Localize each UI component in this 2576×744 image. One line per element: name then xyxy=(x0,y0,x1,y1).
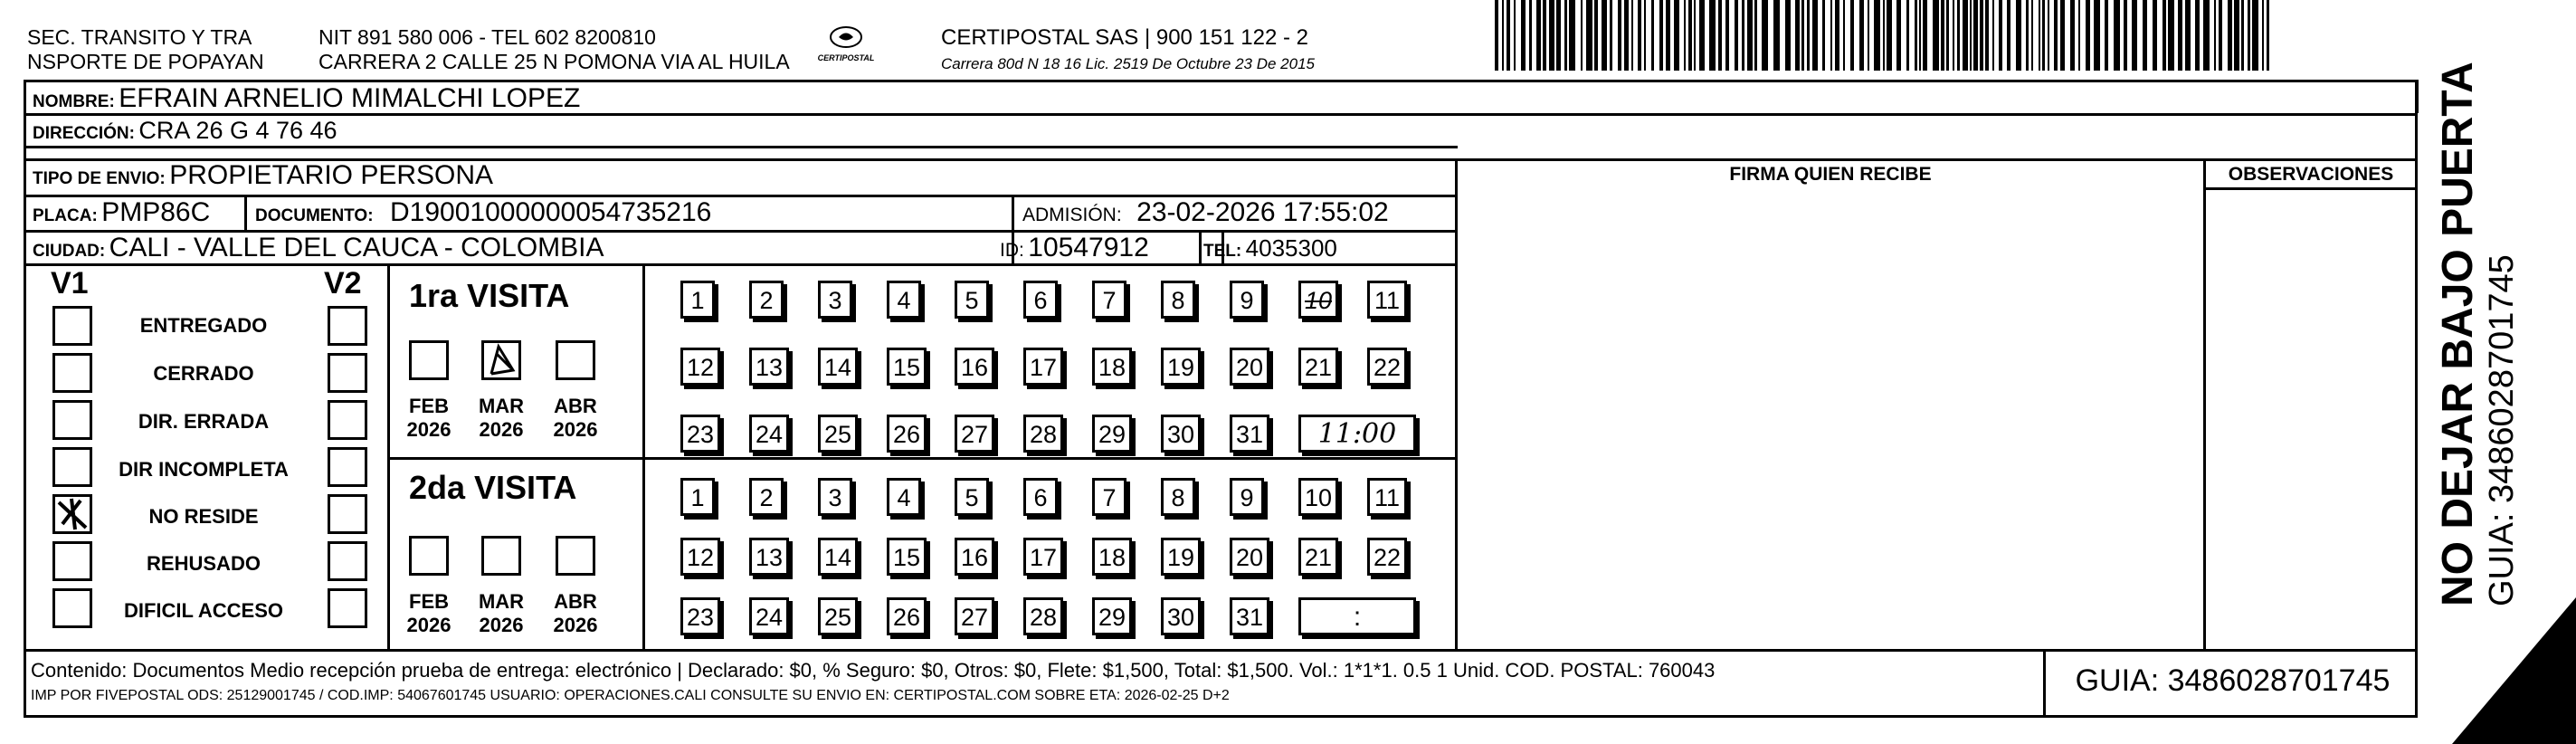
visit2-title: 2da VISITA xyxy=(409,469,577,506)
day-box[interactable]: 15 xyxy=(887,348,927,386)
month-label: MAR 2026 xyxy=(478,590,525,636)
barcode-bar xyxy=(1946,0,1949,71)
day-box[interactable]: 12 xyxy=(680,348,720,386)
admision-value: 23-02-2026 17:55:02 xyxy=(1136,197,1389,227)
admision-label: ADMISIÓN: xyxy=(1022,205,1122,225)
id-cell xyxy=(1000,233,1149,263)
day-box[interactable]: 24 xyxy=(749,597,789,635)
day-box[interactable]: 29 xyxy=(1092,597,1132,635)
day-box[interactable]: 31 xyxy=(1230,415,1269,453)
barcode-bar xyxy=(1674,0,1679,71)
ciudad-value: CALI - VALLE DEL CAUCA - COLOMBIA xyxy=(109,233,604,262)
ciudad-label: CIUDAD: xyxy=(33,242,106,261)
barcode-bar xyxy=(1933,0,1939,71)
day-box[interactable]: 5 xyxy=(955,478,989,516)
barcode-bar xyxy=(2143,0,2147,71)
barcode-bar xyxy=(2219,0,2222,71)
reason-label: DIFICIL ACCESO xyxy=(123,599,283,622)
day-box[interactable]: 18 xyxy=(1092,348,1132,386)
month-label: ABR 2026 xyxy=(553,395,598,441)
day-box[interactable]: 3 xyxy=(818,281,852,319)
barcode-bar xyxy=(1992,0,1994,71)
sender-org-line-2: NSPORTE DE POPAYAN xyxy=(27,50,264,73)
barcode-bar xyxy=(1507,0,1510,71)
side-guia: GUIA: 3486028701745 xyxy=(2483,254,2521,606)
sender-nit: NIT 891 580 006 - TEL 602 8200810 xyxy=(318,25,656,49)
barcode-bar xyxy=(1725,0,1729,71)
day-box[interactable]: 23 xyxy=(680,415,720,453)
barcode-bar xyxy=(1868,0,1869,71)
barcode-bar xyxy=(2094,0,2100,71)
barcode-bar xyxy=(1887,0,1892,71)
reason-label: DIR. ERRADA xyxy=(138,410,270,433)
barcode-bar xyxy=(2124,0,2127,71)
side-rotated-text xyxy=(2434,62,2543,606)
barcode-bar xyxy=(1569,0,1575,71)
barcode-bar xyxy=(2007,0,2010,71)
barcode-bar xyxy=(2168,0,2174,71)
ciudad-cell xyxy=(33,233,604,263)
barcode-bar xyxy=(1970,0,1972,71)
barcode-bar xyxy=(1549,0,1554,71)
tel-label: TEL: xyxy=(1203,242,1242,261)
company-name: CERTIPOSTAL SAS | 900 151 122 - 2 xyxy=(941,25,1308,50)
day-box[interactable]: 28 xyxy=(1023,597,1063,635)
barcode-bar xyxy=(1923,0,1927,71)
month-label: MAR 2026 xyxy=(478,395,525,441)
day-box[interactable]: 7 xyxy=(1092,478,1126,516)
barcode-bar xyxy=(1651,0,1654,71)
barcode-bar xyxy=(1830,0,1832,71)
barcode-bar xyxy=(1896,0,1901,71)
direccion-value: CRA 26 G 4 76 46 xyxy=(138,117,337,144)
reason-label: CERRADO xyxy=(153,362,254,385)
day-box[interactable]: 28 xyxy=(1023,415,1063,453)
barcode-bar xyxy=(2078,0,2080,71)
v2-checkbox[interactable] xyxy=(328,400,367,440)
barcode-bar xyxy=(1754,0,1757,71)
barcode-bar xyxy=(1906,0,1909,71)
barcode-bar xyxy=(2132,0,2137,71)
sender-address: CARRERA 2 CALLE 25 N POMONA VIA AL HUILA xyxy=(318,50,790,73)
barcode-bar xyxy=(2070,0,2075,71)
placa-label: PLACA: xyxy=(33,206,98,225)
id-label: ID: xyxy=(1000,240,1024,261)
visit2-time-field[interactable]: : xyxy=(1298,597,1416,635)
barcode-bar xyxy=(1762,0,1768,71)
barcode-bar xyxy=(2031,0,2033,71)
month-checkbox-feb[interactable] xyxy=(409,536,449,576)
barcode-bar xyxy=(1953,0,1954,71)
direccion-row xyxy=(33,117,337,145)
placa-value: PMP86C xyxy=(101,197,211,227)
reason-label: REHUSADO xyxy=(147,552,261,575)
no-dejar-bajo-puerta: NO DEJAR BAJO PUERTA xyxy=(2434,62,2482,606)
barcode-bar xyxy=(1502,0,1504,71)
day-box[interactable]: 17 xyxy=(1023,538,1063,576)
barcode-bar xyxy=(1963,0,1968,71)
day-box[interactable]: 2 xyxy=(749,281,784,319)
day-box[interactable]: 15 xyxy=(887,538,927,576)
v2-checkbox[interactable] xyxy=(328,447,367,487)
visit1-time-field[interactable]: 11:00 xyxy=(1298,415,1416,453)
documento-cell xyxy=(255,197,711,228)
barcode-bar xyxy=(1618,0,1621,71)
barcode-bar xyxy=(2195,0,2200,71)
footer-imp: IMP POR FIVEPOSTAL ODS: 25129001745 / COD.IMP: 54067601745 USUARIO: OPERACIONES.CALI CONSULTE SU ENVIO EN: CERTIPOSTAL.COM SOBRE ETA: 2026-02-25 D+2 xyxy=(31,688,1230,703)
barcode-bar xyxy=(1718,0,1722,71)
day-box[interactable]: 22 xyxy=(1367,348,1407,386)
day-box[interactable]: 4 xyxy=(887,478,921,516)
company-license: Carrera 80d N 18 16 Lic. 2519 De Octubre 23 De 2015 xyxy=(941,55,1315,72)
day-box[interactable]: 19 xyxy=(1161,348,1201,386)
barcode xyxy=(1495,0,2273,71)
month-checkbox-mar[interactable] xyxy=(481,340,521,380)
signature-area[interactable] xyxy=(1458,190,2203,649)
day-box[interactable]: 9 xyxy=(1230,281,1264,319)
placa-cell xyxy=(33,197,210,228)
day-box[interactable]: 13 xyxy=(749,538,789,576)
certipostal-logo: CERTIPOSTAL xyxy=(814,25,878,71)
reason-label: NO RESIDE xyxy=(148,505,259,528)
v1-heading: V1 xyxy=(51,266,89,300)
day-box[interactable]: 17 xyxy=(1023,348,1063,386)
barcode-bar xyxy=(1581,0,1583,71)
barcode-bar xyxy=(1874,0,1880,71)
barcode-bar xyxy=(2262,0,2264,71)
day-box[interactable]: 22 xyxy=(1367,538,1407,576)
day-box[interactable]: 25 xyxy=(818,597,858,635)
barcode-bar xyxy=(1602,0,1607,71)
barcode-bar xyxy=(1835,0,1839,71)
day-box[interactable]: 27 xyxy=(955,597,994,635)
day-box[interactable]: 20 xyxy=(1230,348,1269,386)
barcode-bar xyxy=(1747,0,1753,71)
day-box[interactable]: 23 xyxy=(680,597,720,635)
day-box[interactable]: 31 xyxy=(1230,597,1269,635)
barcode-bar xyxy=(2086,0,2090,71)
nombre-label: NOMBRE: xyxy=(33,92,115,111)
barcode-bar xyxy=(2234,0,2239,71)
tipo-label: TIPO DE ENVIO: xyxy=(33,169,166,188)
barcode-bar xyxy=(2228,0,2232,71)
reason-label: ENTREGADO xyxy=(139,314,268,337)
barcode-bar xyxy=(1564,0,1567,71)
barcode-bar xyxy=(2105,0,2108,71)
day-box[interactable]: 24 xyxy=(749,415,789,453)
barcode-bar xyxy=(1638,0,1641,71)
barcode-bar xyxy=(1980,0,1983,71)
barcode-bar xyxy=(1688,0,1692,71)
v2-checkbox[interactable] xyxy=(328,588,367,628)
barcode-bar xyxy=(2178,0,2182,71)
nombre-value: EFRAIN ARNELIO MIMALCHI LOPEZ xyxy=(119,83,581,113)
barcode-bar xyxy=(2026,0,2029,71)
barcode-bar xyxy=(1644,0,1646,71)
day-box[interactable]: 12 xyxy=(680,538,720,576)
barcode-bar xyxy=(1735,0,1738,71)
month-checkbox-abr[interactable] xyxy=(556,340,595,380)
v2-checkbox[interactable] xyxy=(328,494,367,534)
firma-header: FIRMA QUIEN RECIBE xyxy=(1729,164,1932,185)
day-box[interactable]: 5 xyxy=(955,281,989,319)
day-box[interactable]: 26 xyxy=(887,415,927,453)
documento-label: DOCUMENTO: xyxy=(255,206,374,225)
day-box[interactable]: 16 xyxy=(955,538,994,576)
barcode-bar xyxy=(1586,0,1592,71)
barcode-bar xyxy=(2016,0,2021,71)
day-box[interactable]: 13 xyxy=(749,348,789,386)
month-checkbox-mar[interactable] xyxy=(481,536,521,576)
barcode-bar xyxy=(1529,0,1532,71)
day-box[interactable]: 25 xyxy=(818,415,858,453)
admision-cell xyxy=(1022,197,1389,228)
barcode-bar xyxy=(1684,0,1686,71)
barcode-bar xyxy=(1812,0,1818,71)
barcode-bar xyxy=(2203,0,2210,71)
barcode-bar xyxy=(1999,0,2002,71)
documento-value: D19001000000054735216 xyxy=(390,197,712,227)
barcode-bar xyxy=(1521,0,1526,71)
barcode-bar xyxy=(1915,0,1917,71)
barcode-bar xyxy=(1631,0,1633,71)
v2-checkbox[interactable] xyxy=(328,306,367,346)
barcode-bar xyxy=(2185,0,2191,71)
day-box[interactable]: 1 xyxy=(680,281,715,319)
barcode-bar xyxy=(1556,0,1561,71)
barcode-bar xyxy=(1514,0,1516,71)
footer-guia: GUIA: 3486028701745 xyxy=(2075,663,2391,698)
barcode-bar xyxy=(1795,0,1800,71)
barcode-bar xyxy=(1536,0,1541,71)
day-box[interactable]: 6 xyxy=(1023,281,1058,319)
direccion-label: DIRECCIÓN: xyxy=(33,124,135,143)
reason-label: DIR INCOMPLETA xyxy=(119,458,289,481)
day-box[interactable]: 3 xyxy=(818,478,852,516)
day-box[interactable]: 16 xyxy=(955,348,994,386)
visit1-title: 1ra VISITA xyxy=(409,277,570,314)
barcode-bar xyxy=(2048,0,2049,71)
day-box[interactable]: 26 xyxy=(887,597,927,635)
barcode-bar xyxy=(1610,0,1612,71)
barcode-bar xyxy=(1957,0,1960,71)
barcode-bar xyxy=(1543,0,1546,71)
barcode-bar xyxy=(2252,0,2258,71)
barcode-bar xyxy=(1495,0,1498,71)
barcode-bar xyxy=(1822,0,1825,71)
day-box[interactable]: 27 xyxy=(955,415,994,453)
id-value: 10547912 xyxy=(1028,233,1149,262)
observaciones-header: OBSERVACIONES xyxy=(2228,164,2394,185)
barcode-bar xyxy=(2214,0,2216,71)
day-box[interactable]: 2 xyxy=(749,478,784,516)
barcode-bar xyxy=(2241,0,2244,71)
barcode-bar xyxy=(1850,0,1854,71)
observations-area[interactable] xyxy=(2206,190,2416,649)
day-box[interactable]: 19 xyxy=(1161,538,1201,576)
month-checkbox-feb[interactable] xyxy=(409,340,449,380)
barcode-bar xyxy=(2114,0,2120,71)
sender-org-line-1: SEC. TRANSITO Y TRA xyxy=(27,25,252,49)
day-box[interactable]: 8 xyxy=(1161,281,1195,319)
barcode-bar xyxy=(1973,0,1978,71)
v2-checkbox[interactable] xyxy=(328,541,367,581)
v2-checkbox[interactable] xyxy=(328,353,367,393)
barcode-bar xyxy=(1801,0,1804,71)
v2-heading: V2 xyxy=(324,266,362,300)
barcode-bar xyxy=(2163,0,2166,71)
barcode-bar xyxy=(1843,0,1845,71)
barcode-bar xyxy=(1883,0,1885,71)
barcode-bar xyxy=(1919,0,1921,71)
barcode-bar xyxy=(1699,0,1705,71)
tel-cell xyxy=(1203,234,1337,262)
barcode-bar xyxy=(2267,0,2269,71)
day-box[interactable]: 7 xyxy=(1092,281,1126,319)
day-box[interactable]: 1 xyxy=(680,478,715,516)
day-box[interactable]: 21 xyxy=(1298,538,1338,576)
day-box[interactable]: 21 xyxy=(1298,348,1338,386)
day-box[interactable]: 9 xyxy=(1230,478,1264,516)
barcode-bar xyxy=(1624,0,1629,71)
barcode-bar xyxy=(1785,0,1791,71)
month-label: FEB 2026 xyxy=(406,395,452,441)
tipo-value: PROPIETARIO PERSONA xyxy=(169,160,494,190)
tipo-row xyxy=(33,160,493,191)
day-box[interactable]: 10 xyxy=(1298,281,1338,319)
day-box[interactable]: 10 xyxy=(1298,478,1338,516)
barcode-bar xyxy=(1659,0,1663,71)
barcode-bar xyxy=(2054,0,2058,71)
nombre-row xyxy=(33,83,580,114)
day-box[interactable]: 18 xyxy=(1092,538,1132,576)
barcode-bar xyxy=(1773,0,1780,71)
footer-contenido: Contenido: Documentos Medio recepción prueba de entrega: electrónico | Declarado: $0, % Seguro: $0, Otros: $0, Flete: $1,500, Total: $1,500. Vol.: 1*1*1. 0.5 1 Unid. COD. POSTAL: 760043 xyxy=(31,659,1716,682)
barcode-bar xyxy=(1807,0,1810,71)
day-box[interactable]: 20 xyxy=(1230,538,1269,576)
day-box[interactable]: 11 xyxy=(1367,281,1407,319)
barcode-bar xyxy=(1742,0,1744,71)
month-label: ABR 2026 xyxy=(553,590,598,636)
day-box[interactable]: 30 xyxy=(1161,597,1201,635)
day-box[interactable]: 30 xyxy=(1161,415,1201,453)
barcode-bar xyxy=(2039,0,2040,71)
month-label: FEB 2026 xyxy=(406,590,452,636)
day-box[interactable]: 14 xyxy=(818,538,858,576)
month-checkbox-abr[interactable] xyxy=(556,536,595,576)
barcode-bar xyxy=(1694,0,1696,71)
day-box[interactable]: 14 xyxy=(818,348,858,386)
barcode-bar xyxy=(2153,0,2157,71)
barcode-bar xyxy=(1709,0,1716,71)
day-box[interactable]: 11 xyxy=(1367,478,1407,516)
barcode-bar xyxy=(2248,0,2250,71)
barcode-bar xyxy=(1941,0,1944,71)
day-box[interactable]: 6 xyxy=(1023,478,1058,516)
barcode-bar xyxy=(1666,0,1670,71)
barcode-bar xyxy=(2060,0,2065,71)
tel-value: 4035300 xyxy=(1245,234,1337,262)
barcode-bar xyxy=(1985,0,1989,71)
barcode-bar xyxy=(1594,0,1598,71)
barcode-bar xyxy=(1859,0,1864,71)
page-corner-shadow xyxy=(2443,543,2576,744)
day-box[interactable]: 8 xyxy=(1161,478,1195,516)
barcode-bar xyxy=(2042,0,2045,71)
day-box[interactable]: 4 xyxy=(887,281,921,319)
day-box[interactable]: 29 xyxy=(1092,415,1132,453)
